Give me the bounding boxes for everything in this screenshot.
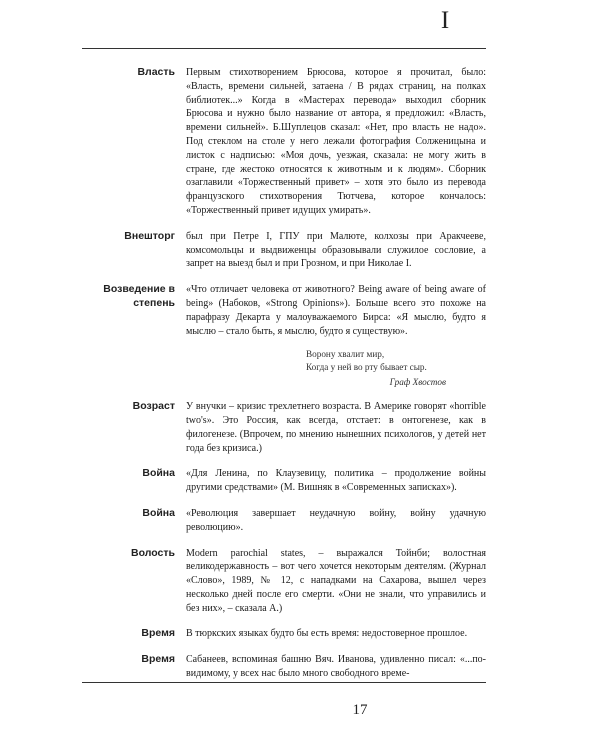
entry-voyna-2 <box>0 507 600 535</box>
entry-vremya-1 <box>0 627 600 641</box>
entry-text: Сабанеев, вспоминая башню Вяч. Иванова, удивленно писал: «...по-видимому, у всех нас было много свободного време- <box>186 654 486 680</box>
entry-term: Возведение в степень <box>103 283 175 309</box>
bottom-rule <box>82 682 486 683</box>
entry-term: Власть <box>137 66 175 78</box>
entry-vremya-2 <box>0 653 600 681</box>
entry-vneshtorg <box>0 230 600 271</box>
quote-line: Ворону хвалит мир, <box>306 349 385 360</box>
section-letter: I <box>440 7 450 34</box>
entry-term: Война <box>142 506 175 519</box>
entry-volost <box>0 547 600 616</box>
entry-term: Возраст <box>132 400 175 413</box>
top-rule <box>82 48 486 49</box>
entry-text: У внучки – кризис трехлетнего возраста. В Америке говорят «horrible two's». Это Россия, как всегда, отстает: в онтогенезе, как в филогенезе. (Впрочем, по мнению нынешних психологов, у детей нет года без кризиса.) <box>186 401 486 454</box>
entry-text: Modern parochial states, – выражался Тойнби; волостная великодержавность – вот чего хочется некоторым деятелям. (Журнал «Слово», 1989, № 12, с нападками на Сахарова, вышел через несколько дней после его смерти. «Они не знали, что управились и без них», – сказала А.) <box>186 547 486 614</box>
epigraph-quote <box>306 348 486 388</box>
dictionary-entries <box>0 66 600 693</box>
entry-vlast <box>0 66 600 218</box>
entry-text: был при Петре I, ГПУ при Малюте, колхозы при Аракчееве, комсомольцы и выдвиженцы образовывали служилое сословие, а запрет на выезд был и при Грозном, и при Николае I. <box>186 230 486 270</box>
entry-text: Первым стихотворением Брюсова, которое я прочитал, было: «Власть, времени сильней, затаена / В рядах страниц, на полках библиотек...» Когда в «Мастерах перевода» выходил сборник Брюсова и нужно было название от автора, я предложил: «Власть, времени сильней». Б.Шуплецов сказал: «Нет, про власть не надо». Под стеклом на столе у него лежали фотография Солженицына и листок с надписью: «Моя дочь, уезжая, сказала: не могу жить в стране, где жестоко относятся к животным и к людям». Сборник озаглавили «Торжественный привет» – хотя это было из перевода французского стихотворения Тютчева, которое кончалось: «Торжественный привет идущих умирать». <box>186 67 486 216</box>
quote-line: Когда у ней во рту бывает сыр. <box>306 361 427 372</box>
entry-vozvedenie <box>0 283 600 388</box>
entry-term: Война <box>142 467 175 480</box>
entry-vozrast <box>0 400 600 455</box>
entry-text: В тюркских языках будто бы есть время: недостоверное прошлое. <box>186 628 468 640</box>
entry-text: «Революция завершает неудачную войну, войну удачную революцию». <box>186 507 486 533</box>
entry-text: «Для Ленина, по Клаузевицу, политика – продолжение войны другими средствами» (М. Вишняк в «Современных записках»). <box>186 468 486 494</box>
entry-term: Внешторг <box>124 229 175 242</box>
entry-voyna-1 <box>0 467 600 495</box>
quote-author: Граф Хвостов <box>389 376 446 387</box>
page-number: 17 <box>352 702 368 718</box>
entry-term: Волость <box>131 546 175 559</box>
entry-text: «Что отличает человека от животного? Being aware of being aware of being» (Набоков, «Strong Opinions»). Больше всего это похоже на парафразу Декарта у малоуважаемого Бирса: «Я мыслю, будто я мыслю – стало быть, я мыслю, будто я существую». Ворону хвалит мир, Когда у ней во рту бывает сыр. Граф Хвостов <box>186 284 486 387</box>
entry-term: Время <box>141 653 175 666</box>
entry-term: Время <box>141 627 175 640</box>
